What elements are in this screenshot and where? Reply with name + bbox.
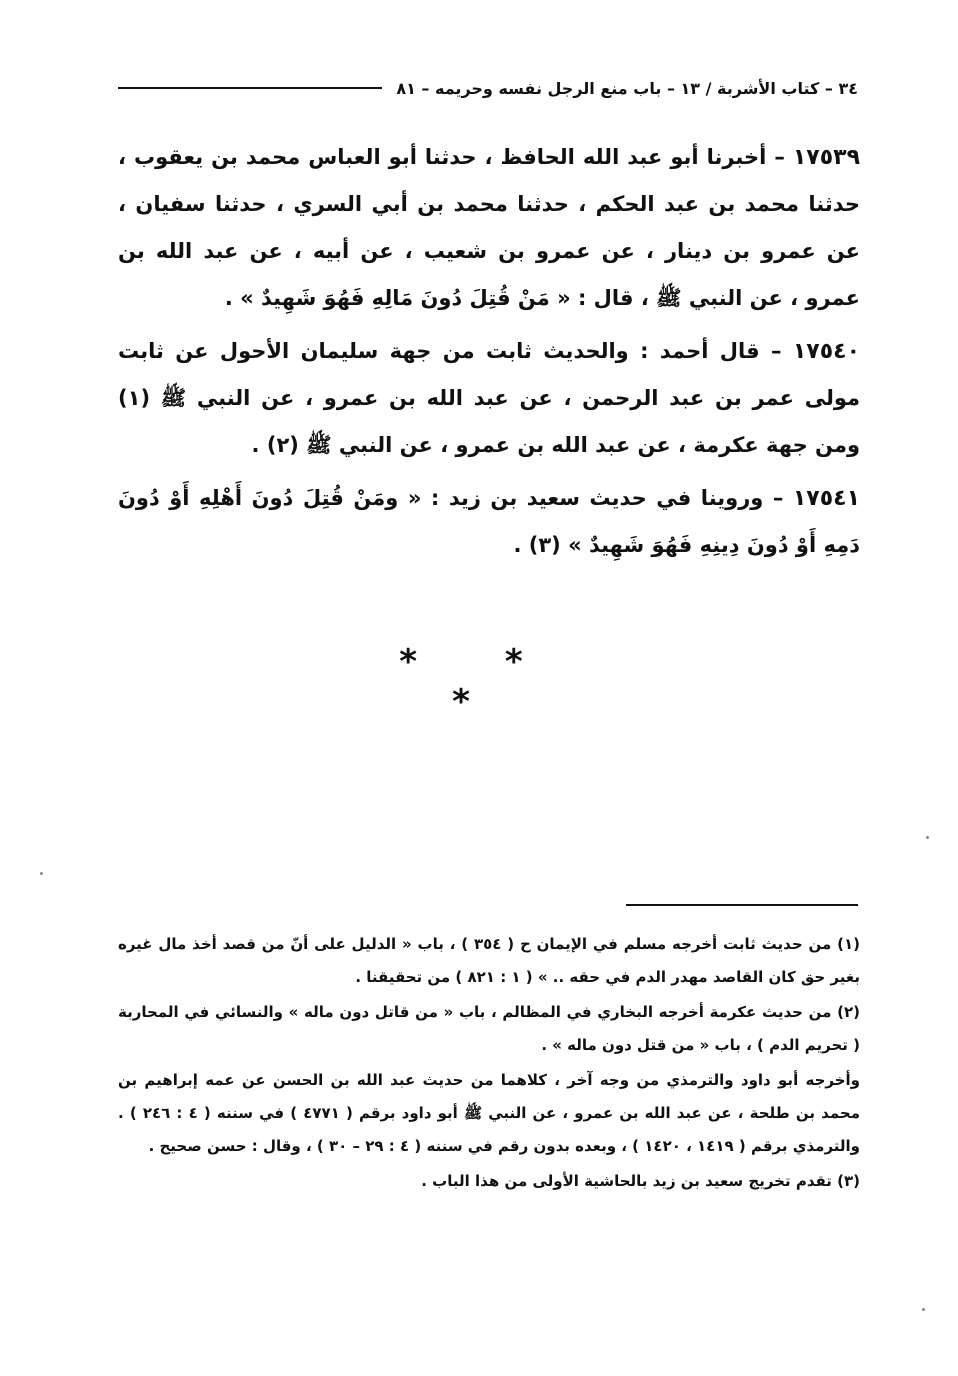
footnotes (118, 928, 860, 1200)
hadith-number: ١٧٥٤٠ (792, 339, 860, 364)
footnote: (٢) من حديث عكرمة أخرجه البخاري في المظالم ، باب « من قاتل دون ماله » والنسائي في المحاربة ( تحريم الدم ) ، باب « من قتل دون ماله » . (118, 1003, 860, 1054)
hadith-paragraph (118, 475, 860, 569)
footnote-rule (626, 904, 858, 906)
footnote: (١) من حديث ثابت أخرجه مسلم في الإيمان ح ( ٣٥٤ ) ، باب « الدليل على أنّ من قصد أخذ مال غيره بغير حق كان القاصد مهدر الدم في حقه .. » ( ١ : ٨٢١ ) من تحقيقنا . (118, 935, 860, 986)
scan-speck (926, 836, 929, 839)
header-rule (118, 87, 382, 89)
hadith-paragraph (118, 328, 860, 469)
hadith-text: – أخبرنا أبو عبد الله الحافظ ، حدثنا أبو العباس محمد بن يعقوب ، حدثنا محمد بن عبد الحكم ، حدثنا محمد بن أبي السري ، حدثنا سفيان ، عن عمرو بن دينار ، عن عمرو بن شعيب ، عن أبيه ، عن عبد الله بن عمرو ، عن النبي ﷺ ، قال : « مَنْ قُتِلَ دُونَ مَالِهِ فَهُوَ شَهِيدٌ » . (118, 145, 860, 310)
hadith-text: – وروينا في حديث سعيد بن زيد : « ومَنْ قُتِلَ دُونَ أَهْلِهِ أَوْ دُونَ دَمِهِ أَوْ دُونَ دِينِهِ فَهُوَ شَهِيدٌ » (٣) . (118, 486, 860, 557)
main-text (118, 134, 860, 575)
scan-speck (922, 1308, 925, 1311)
hadith-number: ١٧٥٣٩ (792, 145, 860, 170)
footnote: (٣) تقدم تخريج سعيد بن زيد بالحاشية الأولى من هذا الباب . (421, 1172, 860, 1190)
hadith-text: – قال أحمد : والحديث ثابت من جهة سليمان الأحول عن ثابت مولى عمر بن عبد الرحمن ، عن عبد الله بن عمرو ، عن النبي ﷺ (١) ومن جهة عكرمة ، عن عبد الله بن عمرو ، عن النبي ﷺ (٢) . (118, 339, 860, 457)
hadith-paragraph (118, 134, 860, 322)
hadith-number: ١٧٥٤١ (792, 486, 860, 511)
footnote: وأخرجه أبو داود والترمذي من وجه آخر ، كلاهما من حديث عبد الله بن الحسن عن عمه إبراهيم بن محمد بن طلحة ، عن عبد الله بن عمرو ، عن النبي ﷺ أبو داود برقم ( ٤٧٧١ ) في سننه ( ٤ : ٢٤٦ ) . والترمذي برقم ( ١٤١٩ ، ١٤٢٠ ) ، وبعده بدون رقم في سننه ( ٤ : ٢٩ – ٣٠ ) ، وقال : حسن صحيح . (118, 1071, 860, 1155)
running-header (118, 70, 858, 106)
section-separator: * * * (399, 642, 561, 722)
scan-speck (40, 872, 43, 875)
running-title: ٣٤ – كتاب الأشربة / ١٣ – باب منع الرجل نفسه وحريمه – ٨١ (396, 78, 858, 98)
